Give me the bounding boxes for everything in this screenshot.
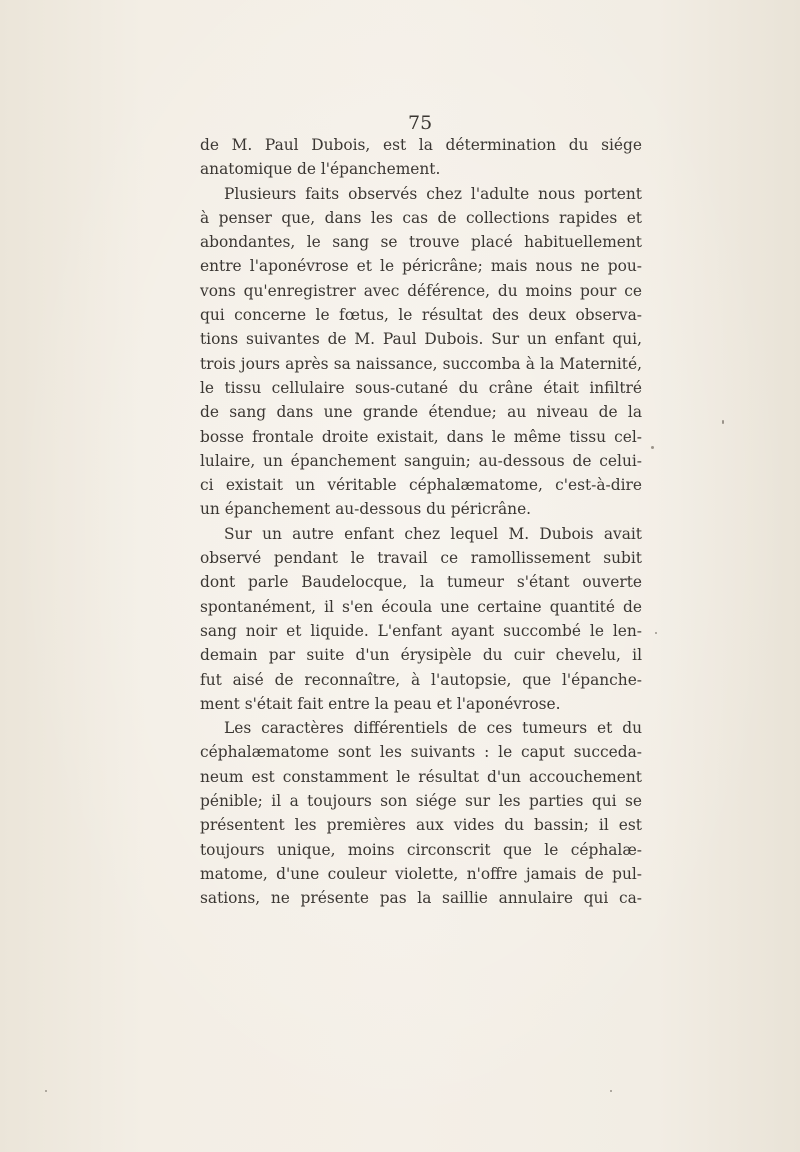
text-line: sations, ne présente pas la saillie annulaire qui ca-: [200, 889, 642, 908]
text-line: tions suivantes de M. Paul Dubois. Sur un enfant qui,: [200, 330, 642, 349]
text-line: observé pendant le travail ce ramollissement subit: [200, 549, 642, 568]
text-line: anatomique de l'épanchement.: [200, 160, 441, 179]
text-line: céphalæmatome sont les suivants : le caput succeda-: [200, 743, 642, 762]
text-line: présentent les premières aux vides du bassin; il est: [200, 816, 642, 835]
text-line: ment s'était fait entre la peau et l'aponévrose.: [200, 694, 561, 713]
text-line: un épanchement au-dessous du péricrâne.: [200, 500, 532, 519]
text-line: matome, d'une couleur violette, n'offre jamais de pul-: [200, 864, 642, 883]
text-line: fut aisé de reconnaître, à l'autopsie, que l'épanche-: [200, 670, 642, 689]
text-line: spontanément, il s'en écoula une certaine quantité de: [200, 597, 642, 616]
text-line: dont parle Baudelocque, la tumeur s'étant ouverte: [200, 573, 642, 592]
text-line: Les caractères différentiels de ces tumeurs et du: [224, 719, 642, 738]
text-line: de M. Paul Dubois, est la détermination du siége: [200, 136, 642, 154]
text-line: abondantes, le sang se trouve placé habituellement: [200, 233, 642, 252]
paper-speck: [45, 1090, 47, 1092]
text-line: ci existait un véritable céphalæmatome, c'est-à-dire: [200, 476, 642, 495]
paper-speck: [651, 446, 654, 449]
page-number: 75: [408, 112, 433, 134]
text-line: neum est constamment le résultat d'un accouchement: [200, 767, 642, 786]
text-line: Sur un autre enfant chez lequel M. Dubois avait: [224, 524, 642, 543]
text-line: sang noir et liquide. L'enfant ayant succombé le len-: [200, 621, 642, 640]
paper-speck: [655, 632, 657, 634]
text-line: pénible; il a toujours son siége sur les parties qui se: [200, 792, 642, 811]
text-line: vons qu'enregistrer avec déférence, du moins pour ce: [200, 281, 642, 300]
text-line: entre l'aponévrose et le péricrâne; mais nous ne pou-: [200, 257, 642, 276]
paper-speck: [722, 420, 724, 424]
body-text: [200, 133, 642, 911]
text-line: à penser que, dans les cas de collections rapides et: [200, 208, 642, 227]
text-line: trois jours après sa naissance, succomba à la Maternité,: [200, 354, 642, 373]
text-line: demain par suite d'un érysipèle du cuir chevelu, il: [200, 646, 642, 665]
text-line: bosse frontale droite existait, dans le même tissu cel-: [200, 427, 642, 446]
text-line: de sang dans une grande étendue; au niveau de la: [200, 403, 642, 422]
text-line: Plusieurs faits observés chez l'adulte nous portent: [224, 184, 642, 203]
text-line: qui concerne le fœtus, le résultat des deux observa-: [200, 306, 642, 325]
text-line: toujours unique, moins circonscrit que le céphalæ-: [200, 840, 642, 859]
text-line: lulaire, un épanchement sanguin; au-dessous de celui-: [200, 451, 642, 470]
paper-speck: [610, 1090, 612, 1092]
text-line: le tissu cellulaire sous-cutané du crâne était infiltré: [200, 378, 642, 397]
